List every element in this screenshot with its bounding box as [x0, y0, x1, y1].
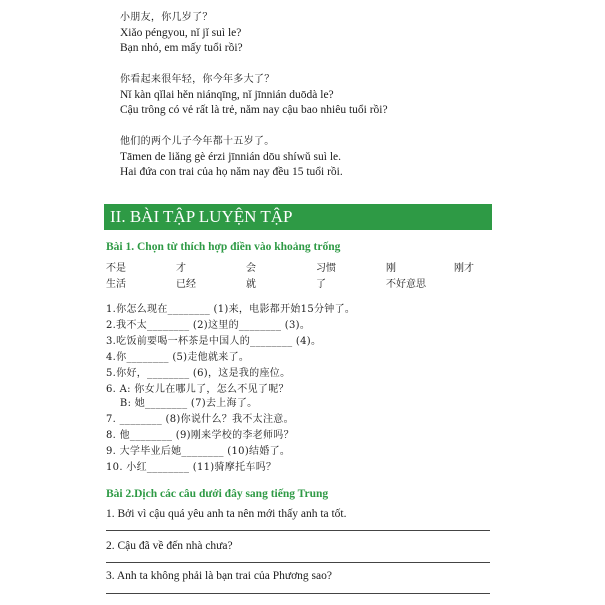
exercise-1-item: 1.你怎么现在________ (1)来，电影都开始15分钟了。 — [106, 304, 356, 315]
dialogue-3-viet: Hai đứa con trai của họ năm nay đều 15 tuổi rồi. — [120, 166, 343, 178]
word-option: 了 — [316, 279, 326, 290]
dialogue-2-hanzi: 你看起来很年轻，你今年多大了？ — [120, 74, 275, 85]
exercise-2-item: 1. Bởi vì cậu quá yêu anh ta nên mới thấy anh ta tốt. — [106, 508, 347, 520]
word-option: 生活 — [106, 279, 126, 290]
answer-line — [106, 562, 490, 563]
exercise-1-item: 10. 小红________ (11)骑摩托车吗？ — [106, 462, 277, 473]
word-option: 才 — [176, 263, 186, 274]
word-option: 已经 — [176, 279, 196, 290]
word-option: 就 — [246, 279, 256, 290]
word-option: 习惯 — [316, 263, 336, 274]
exercise-2-item: 3. Anh ta không phải là bạn trai của Phương sao? — [106, 570, 332, 582]
dialogue-1-viet: Bạn nhỏ, em mấy tuổi rồi? — [120, 42, 243, 54]
exercise-1-item: 7. ________ (8)你说什么？我不太注意。 — [106, 414, 294, 425]
word-option: 刚 — [386, 263, 396, 274]
exercise-1-item: 4.你________ (5)走他就来了。 — [106, 352, 250, 363]
exercise-2-item: 2. Cậu đã về đến nhà chưa? — [106, 540, 233, 552]
dialogue-1-pinyin: Xiǎo péngyou, nǐ jǐ suì le? — [120, 27, 242, 39]
dialogue-2-viet: Cậu trông có vẻ rất là trẻ, năm nay cậu bao nhiêu tuổi rồi? — [120, 104, 388, 116]
exercise-1-item: 2.我不太________ (2)这里的________ (3)。 — [106, 320, 311, 331]
answer-line — [106, 530, 490, 531]
exercise-1-item: 6. A: 你女儿在哪儿了，怎么不见了呢？ — [106, 384, 289, 395]
dialogue-3-pinyin: Tāmen de liǎng gè érzi jīnnián dōu shíwǔ suì le. — [120, 151, 341, 163]
word-option: 会 — [246, 263, 256, 274]
exercise-1-item: 8. 他________ (9)刚来学校的李老师吗？ — [106, 430, 294, 441]
word-option: 不好意思 — [386, 279, 426, 290]
dialogue-3-hanzi: 他们的两个儿子今年都十五岁了。 — [120, 136, 275, 147]
exercise-2-title: Bài 2.Dịch các câu dưới đây sang tiếng Trung — [106, 488, 329, 500]
exercise-1-item: 3.吃饭前要喝一杯茶是中国人的________ (4)。 — [106, 336, 322, 347]
dialogue-1-hanzi: 小朋友，你几岁了？ — [120, 12, 213, 23]
word-option: 不是 — [106, 263, 126, 274]
exercise-1-title: Bài 1. Chọn từ thích hợp điền vào khoảng trống — [106, 241, 341, 253]
exercise-1-item: 9. 大学毕业后她________ (10)结婚了。 — [106, 446, 291, 457]
section-title-banner: II. BÀI TẬP LUYỆN TẬP — [104, 204, 492, 230]
exercise-1-item: B: 她________ (7)去上海了。 — [106, 398, 258, 409]
answer-line — [106, 593, 490, 594]
dialogue-2-pinyin: Nǐ kàn qǐlai hěn niánqīng, nǐ jīnnián duōdà le? — [120, 89, 334, 101]
word-option: 刚才 — [454, 263, 474, 274]
exercise-1-item: 5.你好，________ (6)，这是我的座位。 — [106, 368, 291, 379]
